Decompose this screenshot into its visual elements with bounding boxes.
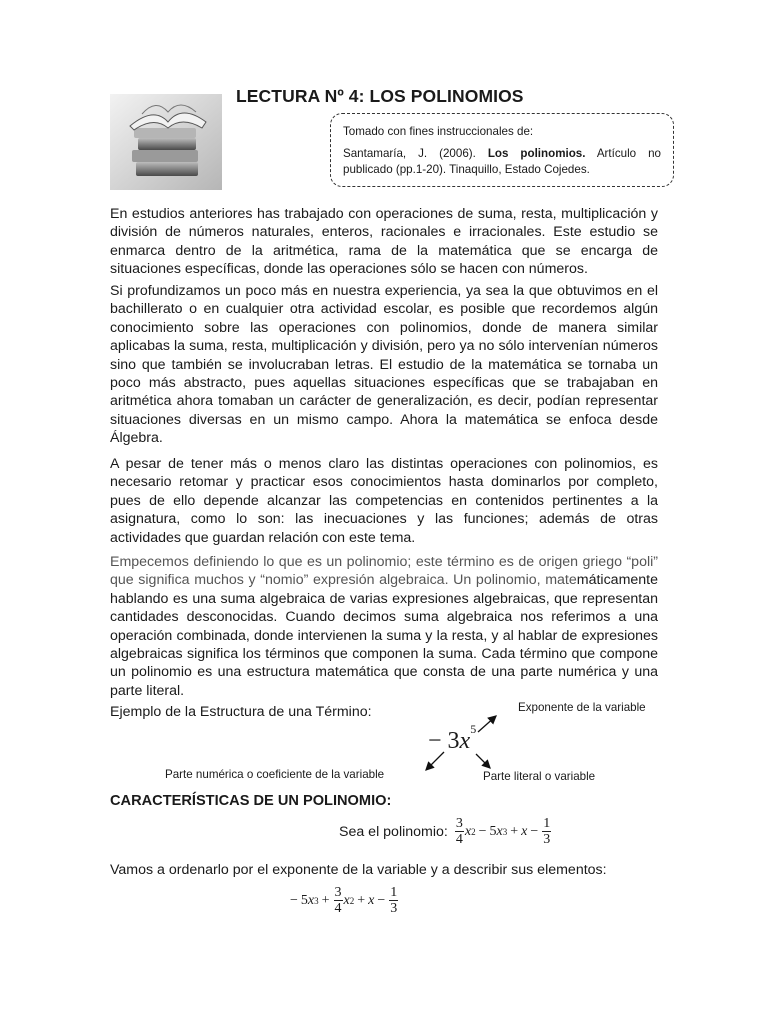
order-instruction: Vamos a ordenarlo por el exponente de la variable y a describir sus elementos: [110, 862, 607, 878]
source-work-title: Los polinomios. [487, 147, 586, 160]
literal-arrow [476, 754, 490, 768]
characteristics-heading: CARACTERÍSTICAS DE UN POLINOMIO: [110, 793, 392, 809]
term-exponent: 5 [470, 722, 477, 736]
source-rest: Artículo no publicado (pp.1-20). Tinaquillo, Estado Cojedes. [343, 147, 661, 176]
fraction-one-third: $\frac{1}{3}$ [543, 816, 551, 847]
polynomial-definition [339, 816, 552, 847]
ordered-polynomial: − 5 x 3 + $\frac{3}{4}$ x 2 + x − $\frac{1}{3}$ [290, 885, 398, 916]
paragraph-2: Si profundizamos un poco más en nuestra experiencia, ya sea la que obtuvimos en el bachillerato o en cualquier otra actividad escolar, es posible que recordemos algún conocimiento sobre las operaciones con polinomios, donde de manera similar aplicabas la suma, resta, multiplicación y división, pero ya no sólo intervenían números sino que también se involucraban letras. El estudio de la matemática se tornaba un poco más abstracto, pues aquellas situaciones específicas que se trabajaban en aritmética ahora tomaban un carácter de generalización, es decir, podían representar situaciones diversas en un mismo campo. Ahora la matemática se enfoca desde Álgebra. [110, 283, 658, 447]
exponent-arrow [478, 716, 496, 732]
paragraph-4 [110, 553, 658, 700]
source-reference [343, 146, 661, 178]
example-label: Ejemplo de la Estructura de una Término: [110, 704, 372, 720]
source-author: Santamaría, J. (2006). [343, 147, 476, 160]
polynomial-expression: $\frac{3}{4}$ x 2 − 5 x 3 + x − $\frac{1}{3}$ [455, 816, 551, 847]
exponent-annotation: Exponente de la variable [518, 701, 646, 714]
page-title: LECTURA Nº 4: LOS POLINOMIOS [236, 86, 524, 106]
fraction-three-quarters: $\frac{3}{4}$ [455, 816, 463, 847]
source-citation-box [330, 113, 674, 187]
term-coefficient: 3 [447, 728, 460, 754]
paragraph-1: En estudios anteriores has trabajado con operaciones de suma, resta, multiplicación y división de números naturales, enteros, racionales e irracionales. Este estudio se enmarca dentro de la aritmética, rama de la matemática que se encarga de situaciones específicas, donde las operaciones sólo se hacen con números. [110, 206, 658, 278]
coefficient-arrow [426, 752, 444, 770]
source-intro: Tomado con fines instruccionales de: [343, 125, 534, 138]
ordered-fraction-one-third: $\frac{1}{3}$ [390, 885, 398, 916]
annotation-arrows [420, 712, 510, 782]
paragraph-4-rest: máticamente hablando es una suma algebraica de varias expresiones algebraicas, que representan cantidades desconocidas. Cuando decimos suma algebraica nos referimos a una operación combinada, donde intervienen la suma y la resta, y al hablar de expresiones algebraicas significa los términos que componen la suma. Cada término que compone un polinomio es una estructura matemática que consta de una parte numérica y una parte literal. [110, 572, 658, 699]
books-stack-icon [106, 92, 226, 192]
term-variable: x [459, 728, 471, 754]
term-sign: − [428, 728, 442, 754]
paragraph-4-lead: Empecemos definiendo lo que es un polinomio; este término es de origen griego “poli” que significa muchos y “nomio” expresión algebraica. Un polinomio, mate [110, 554, 658, 589]
paragraph-3: A pesar de tener más o menos claro las distintas operaciones con polinomios, es necesario retomar y practicar esos conocimientos hasta dominarlos por completo, pues de ello depende alcanzar las competencias en contenidos pertinentes a la asignatura, como lo son: las inecuaciones y las funciones; además de otras actividades que guardan relación con este tema. [110, 456, 658, 546]
literal-annotation: Parte literal o variable [483, 770, 596, 783]
coefficient-annotation: Parte numérica o coeficiente de la variable [165, 768, 385, 781]
ordered-fraction-three-quarters: $\frac{3}{4}$ [334, 885, 342, 916]
sea-label: Sea el polinomio: [339, 823, 448, 840]
